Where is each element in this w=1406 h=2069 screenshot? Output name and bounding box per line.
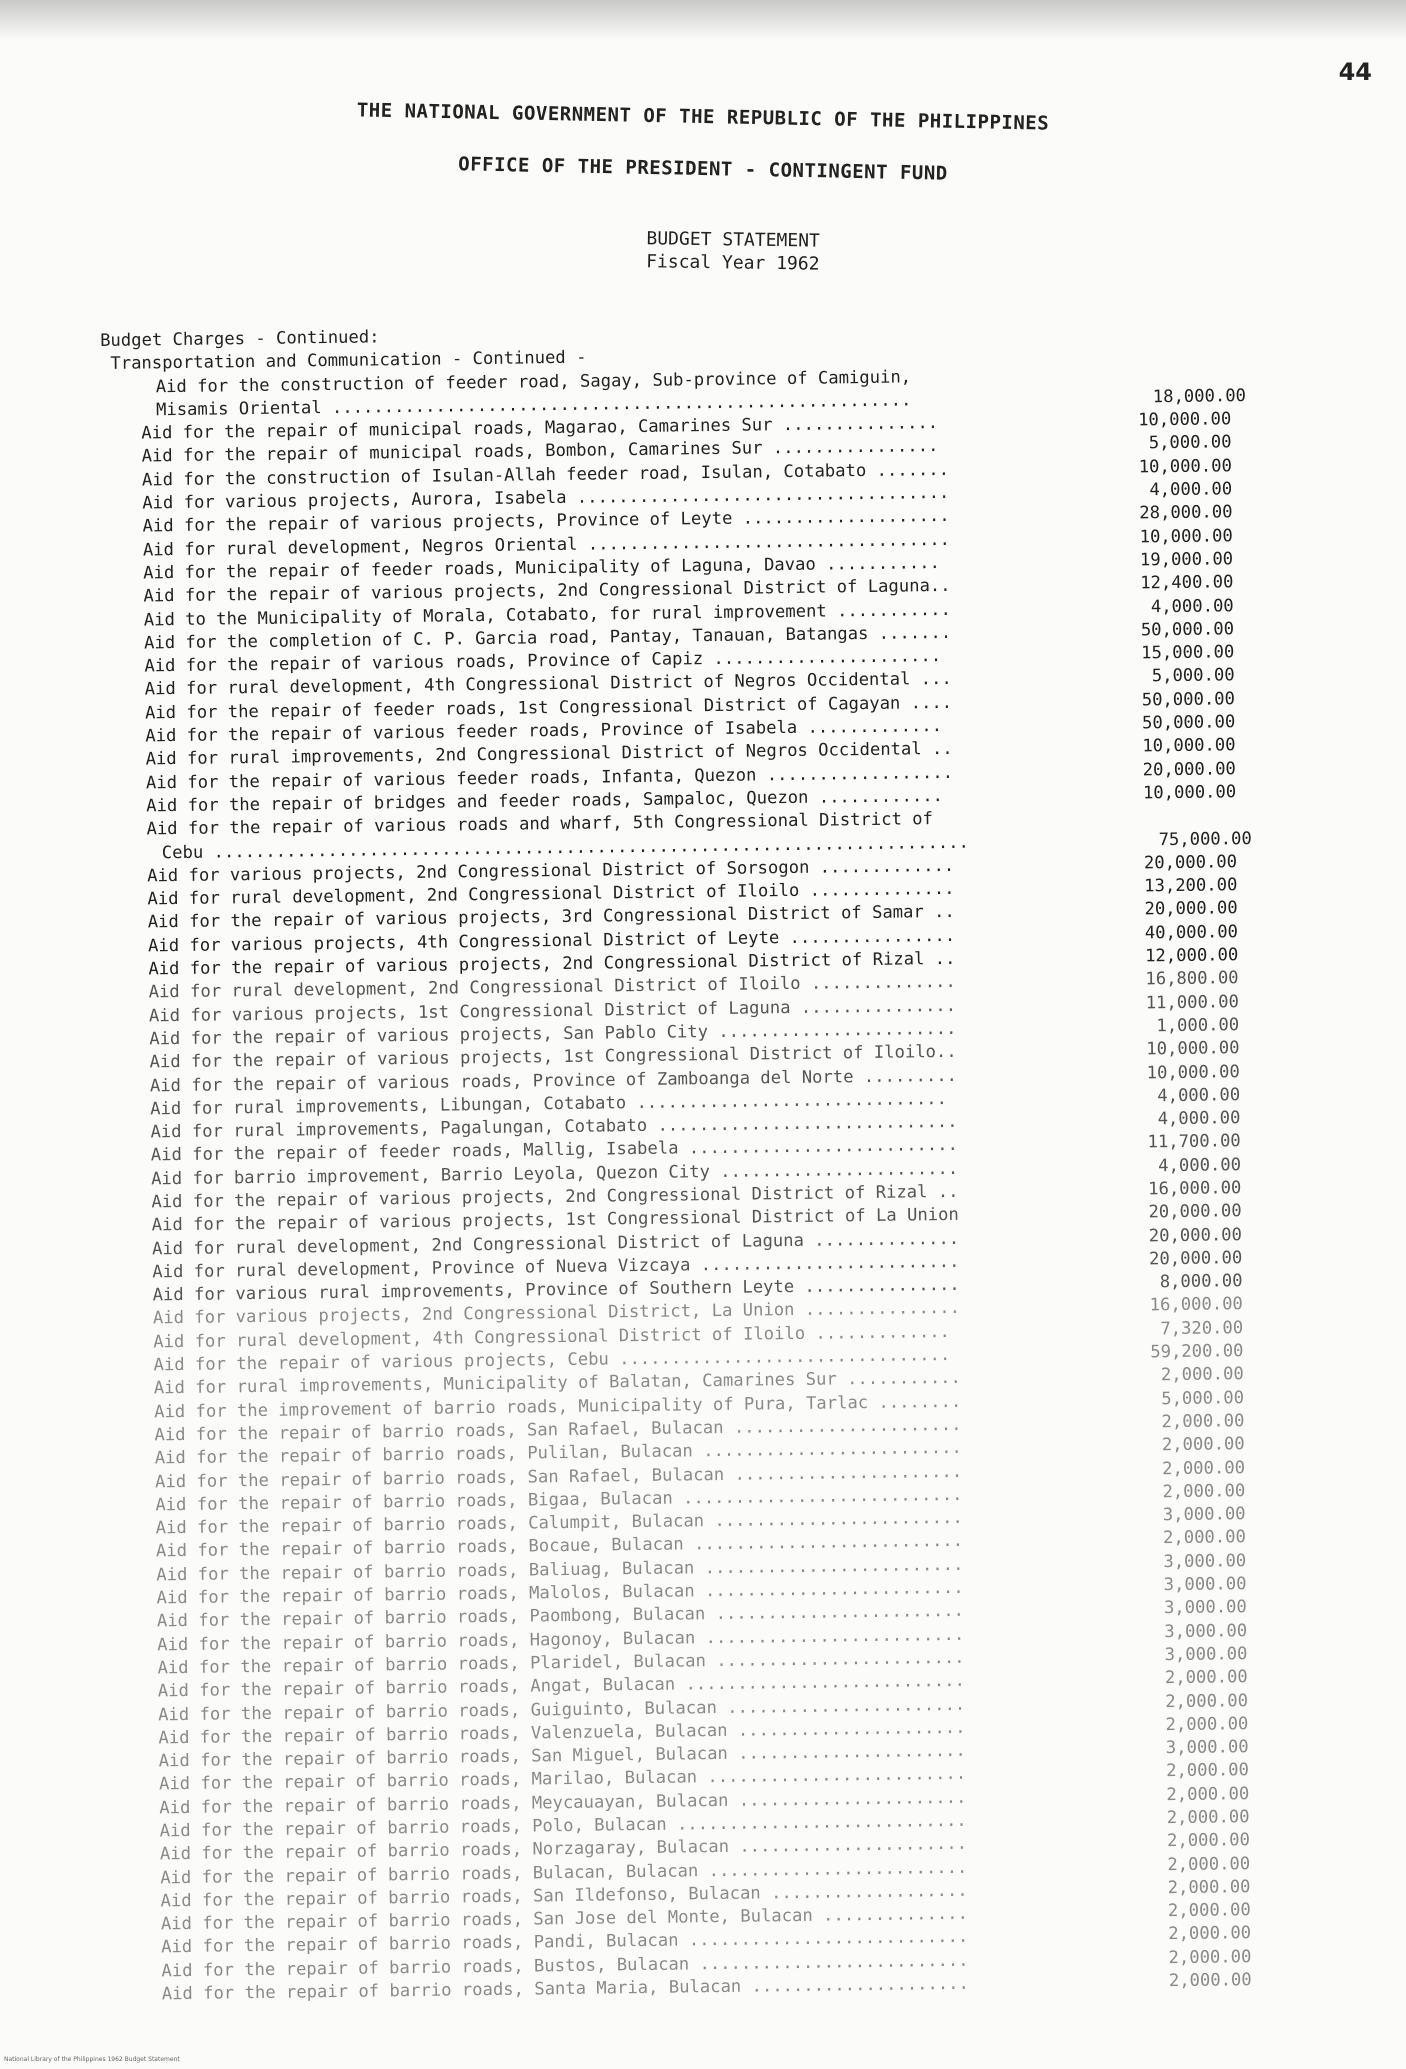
line-item-amount: 2,000.00 — [1167, 1876, 1251, 1899]
line-item-text: Aid for the repair of barrio roads, Hagonoy, Bulacan ......................... — [157, 1624, 965, 1655]
line-item-amount: 3,000.00 — [1163, 1550, 1247, 1572]
line-item-amount: 20,000.00 — [1142, 758, 1236, 781]
line-item-amount: 3,000.00 — [1163, 1597, 1247, 1619]
document-subtitle: OFFICE OF THE PRESIDENT - CONTINGENT FUND — [458, 153, 948, 185]
line-item-amount: 2,000.00 — [1162, 1457, 1246, 1479]
line-item-text: Aid for the repair of barrio roads, Pandi, Bulacan ........................... — [161, 1927, 969, 1958]
section-heading: Budget Charges - Continued: — [100, 327, 380, 351]
line-item-text: Aid to the Municipality of Morala, Cotabato, for rural improvement ........... — [143, 599, 951, 631]
line-item-text: Aid for the repair of barrio roads, San Rafael, Bulacan ...................... — [154, 1461, 963, 1492]
line-item-text: Aid for the repair of barrio roads, Bocaue, Bulacan .......................... — [155, 1531, 964, 1562]
line-item-text: Aid for the repair of various projects, 2nd Congressional District of Rizal .. — [151, 1181, 959, 1213]
line-item-amount: 3,000.00 — [1163, 1574, 1247, 1596]
line-item-amount: 2,000.00 — [1166, 1783, 1250, 1805]
line-item-text: Aid for barrio improvement, Barrio Leyola, Quezon City ....................... — [150, 1158, 959, 1190]
scan-top-shadow — [0, 0, 1406, 40]
line-item-amount: 3,000.00 — [1164, 1644, 1248, 1666]
line-item-text: Aid for the repair of barrio roads, San Miguel, Bulacan ...................... — [158, 1740, 966, 1772]
line-item-amount: 2,000.00 — [1167, 1853, 1251, 1875]
line-item-amount: 2,000.00 — [1162, 1480, 1246, 1503]
line-item-text: Aid for the improvement of barrio roads, Municipality of Pura, Tarlac ........ — [154, 1391, 962, 1423]
line-item-amount: 7,320.00 — [1160, 1317, 1244, 1339]
line-item-amount: 4,000.00 — [1157, 1084, 1241, 1107]
line-item-text: Aid for the repair of municipal roads, Magarao, Camarines Sur ............... — [141, 413, 939, 444]
line-item-text: Aid for the repair of feeder roads, Mallig, Isabela .......................... — [150, 1135, 959, 1166]
line-item-amount: 1,000.00 — [1156, 1015, 1240, 1037]
page-number: 44 — [1338, 58, 1372, 86]
line-item-amount: 2,000.00 — [1161, 1434, 1245, 1456]
line-item-amount: 50,000.00 — [1140, 619, 1235, 641]
line-item-amount: 2,000.00 — [1166, 1830, 1250, 1852]
line-item-amount: 10,000.00 — [1139, 525, 1233, 548]
line-item-amount: 18,000.00 — [1152, 385, 1247, 408]
line-item-text: Aid for the construction of feeder road, Sagay, Sub-province of Camiguin, — [155, 366, 912, 397]
line-item-amount: 16,000.00 — [1148, 1178, 1242, 1200]
line-item-text: Aid for the repair of barrio roads, Bigaa, Bulacan ........................... — [155, 1484, 963, 1516]
line-item-text: Aid for the repair of barrio roads, Plaridel, Bulacan ........................ — [157, 1647, 965, 1679]
line-item-amount: 2,000.00 — [1165, 1713, 1249, 1735]
line-item-amount: 16,000.00 — [1149, 1294, 1243, 1316]
line-item-amount: 40,000.00 — [1144, 921, 1239, 944]
line-item-text: Aid for the repair of barrio roads, Paombong, Bulacan ........................ — [156, 1601, 965, 1632]
entries-group-b — [107, 851, 1252, 2007]
line-item-amount: 5,000.00 — [1161, 1387, 1245, 1409]
line-item-text: Aid for the repair of various projects, Cebu ................................ — [153, 1345, 951, 1376]
line-item-text: Aid for the repair of barrio roads, Malolos, Bulacan ......................... — [156, 1577, 964, 1609]
line-item-text: Cebu ......................................................................... — [161, 832, 970, 863]
line-item-text: Aid for the repair of barrio roads, Santa Maria, Bulacan ..................... — [161, 1973, 969, 2005]
line-item-text: Aid for the repair of barrio roads, Marilao, Bulacan ......................... — [158, 1764, 967, 1795]
line-item-amount: 20,000.00 — [1144, 898, 1238, 920]
line-item-text: Aid for the repair of various roads, Province of Capiz ...................... — [144, 646, 942, 677]
line-item-amount: 10,000.00 — [1138, 409, 1232, 431]
line-item-amount: 2,000.00 — [1168, 1946, 1252, 1968]
line-item-text: Aid for the repair of various projects, 1st Congressional District of La Union — [151, 1205, 959, 1236]
line-item-amount: 20,000.00 — [1148, 1224, 1243, 1246]
line-item-text: Aid for the repair of barrio roads, Norzagaray, Bulacan ...................... — [159, 1834, 968, 1865]
line-item-amount: 3,000.00 — [1165, 1737, 1249, 1759]
line-item-amount: 50,000.00 — [1141, 688, 1236, 711]
line-item-amount: 2,000.00 — [1161, 1411, 1245, 1433]
line-item-amount: 20,000.00 — [1148, 1201, 1242, 1223]
line-item-text: Aid for rural improvements, Pagalungan, Cotabato ............................. — [150, 1111, 958, 1143]
line-item-text: Aid for rural development, 2nd Congressional District of Iloilo .............. — [148, 972, 956, 1003]
line-item-amount: 50,000.00 — [1141, 712, 1236, 734]
line-item-text: Aid for the repair of bridges and feeder roads, Sampaloc, Quezon ............ — [146, 785, 944, 817]
line-item-amount: 4,000.00 — [1158, 1154, 1242, 1176]
line-item-text: Misamis Oriental ........................................................ — [155, 390, 912, 421]
line-item-amount: 2,000.00 — [1160, 1364, 1244, 1386]
line-item-amount: 4,000.00 — [1150, 595, 1234, 617]
line-item-text: Aid for the repair of various roads and wharf, 5th Congressional District of — [146, 809, 934, 840]
line-item-amount: 10,000.00 — [1146, 1038, 1240, 1060]
line-item-text: Aid for the repair of feeder roads, Municipality of Laguna, Davao ........... — [143, 552, 941, 584]
line-item-text: Aid for the repair of barrio roads, San Rafael, Bulacan ...................... — [154, 1414, 962, 1446]
statement-heading — [0, 218, 1406, 284]
line-item-text: Aid for the repair of barrio roads, San Ildefonso, Bulacan ................... — [160, 1880, 968, 1912]
line-item-text: Aid for rural development, Province of Nueva Vizcaya ......................... — [152, 1251, 960, 1283]
line-item-text: Aid for the repair of feeder roads, 1st Congressional District of Cagayan .... — [144, 692, 953, 724]
line-item-text: Aid for the repair of barrio roads, San Jose del Monte, Bulacan .............. — [160, 1903, 969, 1935]
line-item-text: Aid for various projects, 1st Congressional District of Laguna ............... — [148, 995, 957, 1027]
line-item-text: Aid for the repair of barrio roads, Polo, Bulacan ............................ — [159, 1810, 967, 1842]
line-item-text: Aid for the repair of barrio roads, Meycauayan, Bulacan ...................... — [159, 1787, 967, 1819]
line-item-amount: 3,000.00 — [1162, 1504, 1246, 1526]
line-item-amount: 4,000.00 — [1157, 1108, 1241, 1130]
line-item-text: Aid for the repair of various projects, Province of Leyte .................... — [142, 506, 950, 537]
line-item-text: Aid for the repair of barrio roads, Pulilan, Bulacan ......................... — [154, 1438, 962, 1469]
line-item-amount: 15,000.00 — [1141, 642, 1235, 664]
line-item-text: Aid for the repair of barrio roads, Angat, Bulacan ........................... — [157, 1671, 966, 1702]
archive-stamp: National Library of the Philippines 1962 Budget Statement — [4, 2056, 180, 2063]
line-item-amount: 3,000.00 — [1164, 1620, 1248, 1642]
line-item-text: Aid for various rural improvements, Province of Southern Leyte ............... — [152, 1275, 960, 1306]
line-item-text: Aid for rural development, 4th Congressional District of Negros Occidental ... — [144, 669, 952, 700]
line-item-text: Aid for rural improvements, Libungan, Cotabato .............................. — [150, 1088, 948, 1120]
line-item-text: Aid for the repair of barrio roads, Baliuag, Bulacan ......................... — [156, 1554, 964, 1586]
line-item-amount: 75,000.00 — [1158, 828, 1252, 850]
line-item-amount: 2,000.00 — [1168, 1970, 1252, 1992]
line-item-text: Aid for the repair of barrio roads, Guiguinto, Bulacan ....................... — [158, 1694, 966, 1725]
line-item-amount: 10,000.00 — [1142, 735, 1236, 757]
line-item-text: Aid for the repair of barrio roads, Valenzuela, Bulacan ...................... — [158, 1717, 966, 1749]
line-item-text: Aid for the repair of barrio roads, Bulacan, Bulacan ......................... — [160, 1857, 968, 1888]
statement-title: BUDGET STATEMENT — [646, 228, 820, 252]
line-item-text: Aid for the repair of various projects, 2nd Congressional District of Rizal .. — [148, 948, 956, 980]
line-item-text: Aid for various projects, 4th Congressional District of Leyte ................ — [147, 925, 956, 957]
line-item-amount: 2,000.00 — [1168, 1923, 1252, 1945]
line-item-text: Aid for the repair of municipal roads, Bombon, Camarines Sur ................ — [141, 436, 939, 467]
line-item-amount: 11,000.00 — [1145, 991, 1240, 1013]
line-item-amount: 2,000.00 — [1166, 1807, 1250, 1829]
line-item-text: Aid for the repair of barrio roads, Calumpit, Bulacan ........................ — [155, 1507, 963, 1539]
line-item-text: Aid for rural improvements, Municipality of Balatan, Camarines Sur ........... — [153, 1368, 962, 1399]
line-item-text: Aid for various projects, Aurora, Isabela .................................... — [142, 482, 950, 514]
line-item-amount: 5,000.00 — [1151, 665, 1235, 687]
line-item-text: Aid for rural improvements, 2nd Congressional District of Negros Occidental .. — [145, 739, 953, 770]
line-item-text: Aid for the repair of barrio roads, Bustos, Bulacan .......................... — [161, 1950, 969, 1982]
line-item-text: Aid for rural development, Negros Oriental ................................... — [142, 529, 951, 561]
line-item-amount: 20,000.00 — [1148, 1248, 1243, 1270]
line-item-text: Aid for various projects, 2nd Congressional District, La Union ............... — [152, 1298, 961, 1329]
line-item-text: Aid for various projects, 2nd Congressional District of Sorsogon ............. — [147, 855, 955, 887]
line-item-amount: 2,000.00 — [1165, 1690, 1249, 1712]
line-item-amount: 11,700.00 — [1147, 1131, 1241, 1153]
line-item-text: Aid for the repair of various feeder roads, Infanta, Quezon .................. — [145, 762, 954, 794]
line-item-amount: 12,000.00 — [1145, 945, 1239, 967]
budget-charges-list — [100, 315, 1252, 2007]
line-item-text: Aid for rural development, 2nd Congressional District of Iloilo .............. — [147, 878, 955, 910]
line-item-amount: 8,000.00 — [1159, 1271, 1243, 1293]
line-item-text: Aid for the repair of various feeder roads, Province of Isabela ............. — [145, 716, 943, 747]
line-item-amount: 19,000.00 — [1139, 549, 1234, 571]
line-item-text: Aid for the repair of various projects, 2nd Congressional District of Laguna.. — [143, 576, 951, 607]
line-item-amount: 10,000.00 — [1138, 455, 1233, 478]
line-item-text: Aid for rural development, 2nd Congressional District of Laguna .............. — [151, 1228, 960, 1259]
line-item-amount: 10,000.00 — [1146, 1061, 1240, 1083]
line-item-amount: 5,000.00 — [1148, 432, 1232, 454]
line-item-text: Aid for the repair of various projects, 1st Congressional District of Iloilo.. — [149, 1042, 957, 1073]
line-item-amount: 16,800.00 — [1145, 968, 1239, 990]
line-item-amount: 20,000.00 — [1143, 851, 1238, 874]
line-item-amount: 59,200.00 — [1150, 1341, 1244, 1363]
line-item-amount: 2,000.00 — [1164, 1667, 1248, 1689]
line-item-amount: 2,000.00 — [1166, 1760, 1250, 1782]
entries-group-a — [101, 408, 1236, 819]
line-item-amount: 10,000.00 — [1142, 782, 1237, 804]
line-item-amount: 12,400.00 — [1140, 572, 1234, 594]
line-item-amount: 4,000.00 — [1149, 479, 1233, 501]
line-item-text: Aid for the repair of various projects, San Pablo City ....................... — [149, 1018, 957, 1050]
fiscal-year: Fiscal Year 1962 — [645, 251, 820, 275]
line-item-amount: 2,000.00 — [1162, 1527, 1247, 1549]
line-item-amount: 28,000.00 — [1139, 502, 1233, 524]
document-title: THE NATIONAL GOVERNMENT OF THE REPUBLIC OF THE PHILIPPINES — [356, 99, 1050, 135]
line-item-text: Aid for the repair of various roads, Province of Zamboanga del Norte ......... — [149, 1065, 958, 1096]
line-item-text: Aid for rural development, 4th Congressional District of Iloilo ............. — [153, 1321, 951, 1353]
line-item-amount: 2,000.00 — [1167, 1900, 1251, 1922]
line-item-text: Aid for the completion of C. P. Garcia road, Pantay, Tanauan, Batangas ....... — [143, 622, 952, 654]
line-item-text: Aid for the construction of Isulan-Allah feeder road, Isulan, Cotabato ....... — [141, 459, 950, 491]
section-subheading: Transportation and Communication - Continued - — [110, 347, 587, 375]
line-item-amount: 13,200.00 — [1144, 875, 1238, 897]
line-item-text: Aid for the repair of various projects, 3rd Congressional District of Samar .. — [147, 902, 955, 933]
